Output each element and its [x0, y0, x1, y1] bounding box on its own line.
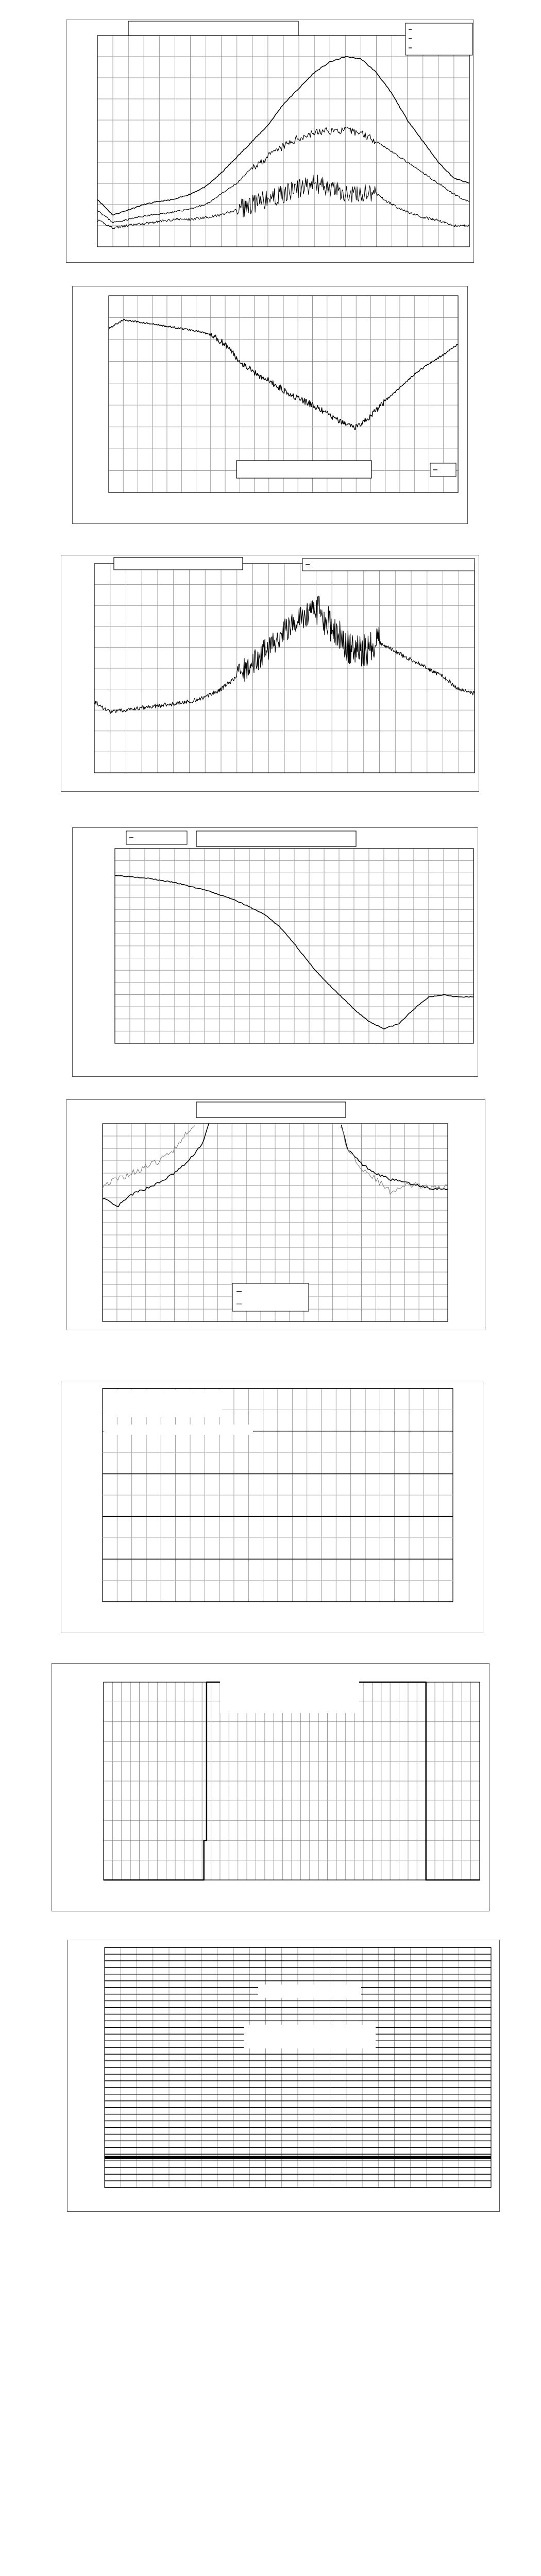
chart-title-box: [196, 1102, 346, 1117]
note-backdrop: [104, 1425, 253, 1435]
sunshine-chart: [52, 1663, 489, 1911]
wind-direction-chart-svg: [67, 1940, 500, 2212]
grass-temp-line: [341, 1125, 448, 1190]
pressure-chart: [72, 827, 478, 1077]
legend-box: [405, 23, 472, 55]
chart-title-box: [114, 557, 243, 570]
wind-direction-chart: [67, 1940, 500, 2212]
humidity-chart: [72, 286, 468, 524]
sunshine-chart-svg: [52, 1664, 490, 1912]
legend-box: [302, 558, 475, 571]
title-backdrop: [220, 1667, 359, 1713]
chart-title-box: [236, 461, 371, 478]
pressure-chart-svg: [73, 828, 479, 1077]
legend-box: [232, 1283, 309, 1311]
grass-temp-line: [103, 1123, 209, 1207]
temperature-chart-svg: [66, 20, 475, 263]
grass-temp-chart: [66, 1099, 485, 1330]
rainfall-chart: [61, 1381, 483, 1633]
chart-title-box: [196, 831, 356, 846]
title-backdrop: [104, 1389, 222, 1417]
temperature-chart: [66, 20, 474, 263]
mixing-ratio-chart: [61, 555, 479, 792]
legend-box: [126, 831, 187, 844]
chart-title-box: [128, 21, 298, 36]
grass-air-diff-line: [103, 1126, 195, 1189]
rainfall-chart-svg: [61, 1381, 484, 1634]
note-backdrop: [258, 1985, 361, 1998]
grass-temp-chart-svg: [66, 1100, 486, 1331]
humidity-chart-svg: [73, 286, 468, 524]
mixing-ratio-chart-svg: [61, 555, 480, 792]
title-backdrop: [244, 2025, 376, 2048]
